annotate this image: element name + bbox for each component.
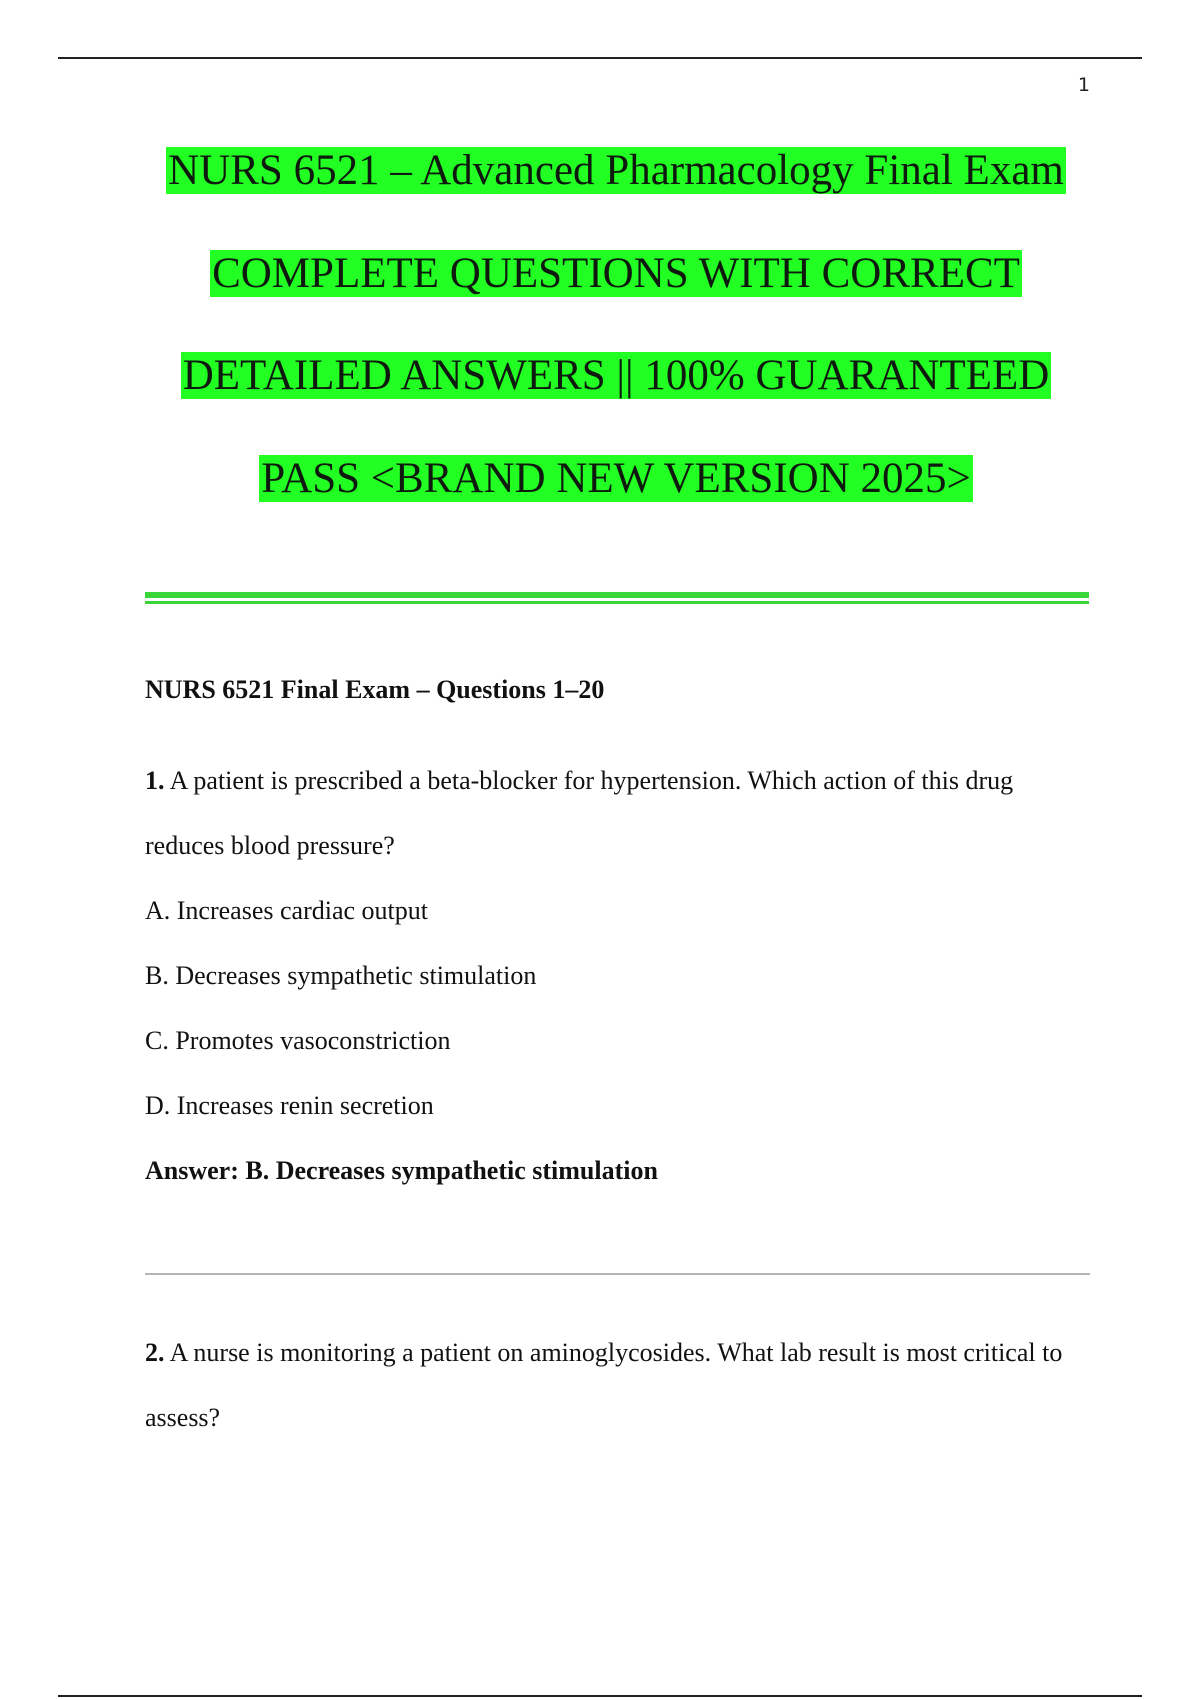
question-2-text [145, 1320, 1090, 1450]
question-1-answer: Answer: B. Decreases sympathetic stimulation [145, 1156, 658, 1185]
question-2-number: 2. [145, 1338, 165, 1367]
title-line-1-text: NURS 6521 – Advanced Pharmacology Final Exam [168, 147, 1064, 194]
document-body [145, 668, 1090, 1450]
question-1-option-a: A. Increases cardiac output [145, 896, 428, 925]
title-line-4 [80, 448, 1152, 551]
question-1-number: 1. [145, 766, 165, 795]
question-1-option-b: B. Decreases sympathetic stimulation [145, 961, 537, 990]
title-line-2 [80, 243, 1152, 346]
title-line-3 [80, 345, 1152, 448]
section-heading: NURS 6521 Final Exam – Questions 1–20 [145, 675, 605, 704]
question-1-stem: A patient is prescribed a beta-blocker for hypertension. Which action of this drug reduces blood pressure? [145, 766, 1014, 860]
title-line-2-text: COMPLETE QUESTIONS WITH CORRECT [212, 249, 1020, 297]
green-divider-thin [145, 601, 1089, 604]
question-divider [145, 1273, 1090, 1275]
title-line-1 [80, 140, 1152, 243]
page-bottom-rule [58, 1695, 1142, 1697]
page-top-rule [58, 57, 1142, 59]
question-2 [145, 1320, 1090, 1450]
question-1-text [145, 748, 1090, 878]
question-1-option-c: C. Promotes vasoconstriction [145, 1026, 451, 1055]
page-number: 1 [1077, 74, 1090, 96]
document-title [80, 140, 1152, 550]
question-1 [145, 748, 1090, 1203]
question-1-option-d: D. Increases renin secretion [145, 1091, 434, 1120]
title-line-3-text: DETAILED ANSWERS || 100% GUARANTEED [182, 352, 1050, 399]
green-divider-thick [145, 592, 1089, 598]
title-line-4-text: PASS <BRAND NEW VERSION 2025> [261, 454, 971, 502]
question-2-stem: A nurse is monitoring a patient on aminoglycosides. What lab result is most critical to assess? [145, 1338, 1063, 1432]
